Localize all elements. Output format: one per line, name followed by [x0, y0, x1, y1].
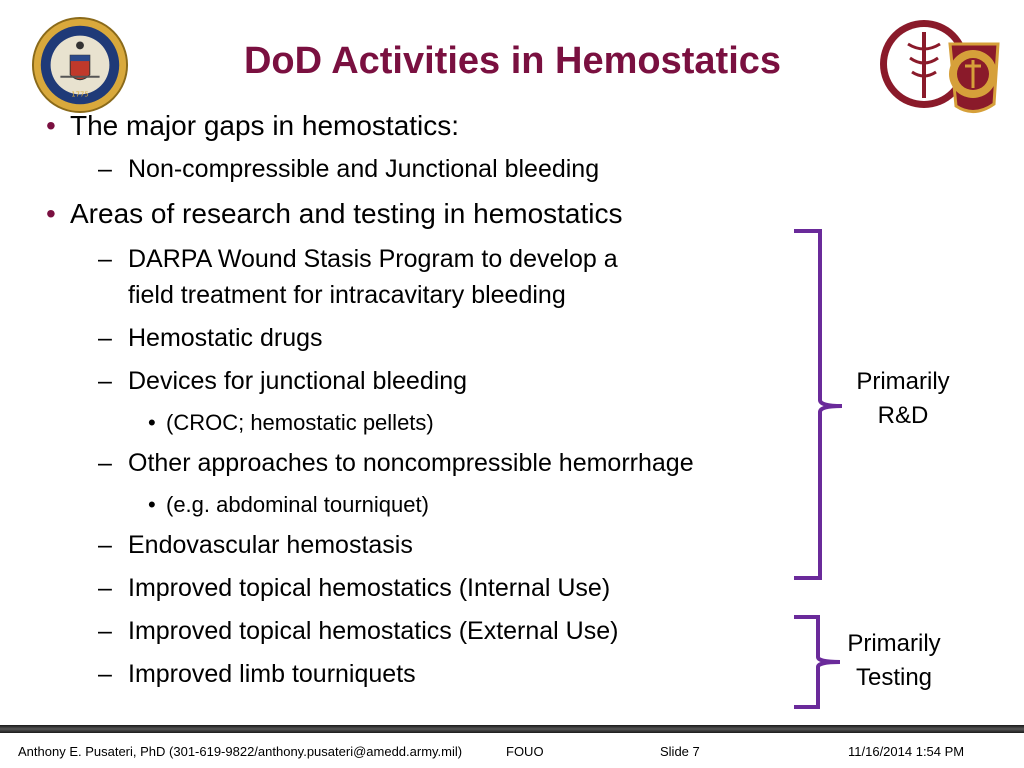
slide-title: DoD Activities in Hemostatics	[243, 40, 782, 82]
testing-bracket-label: Primarily Testing	[847, 630, 941, 691]
army-seal-logo	[30, 16, 130, 114]
bullet-marker: •	[46, 198, 56, 229]
rd-bracket-label: Primarily R&D	[856, 368, 950, 429]
dash-marker: –	[98, 617, 112, 645]
footer-divider	[0, 725, 1024, 733]
footer-slide-number: Slide 7	[660, 744, 700, 759]
footer-author: Anthony E. Pusateri, PhD (301-619-9822/anthony.pusateri@amedd.army.mil)	[18, 744, 463, 759]
bullet-marker: •	[148, 492, 156, 517]
dash-marker: –	[98, 531, 112, 559]
bullet-marker: •	[46, 110, 56, 141]
bullet-marker: •	[148, 410, 156, 435]
svg-text:1775: 1775	[71, 90, 89, 99]
dash-marker: –	[98, 245, 112, 273]
footer-classification: FOUO	[506, 744, 544, 759]
footer-datetime: 11/16/2014 1:54 PM	[848, 744, 965, 759]
dash-marker: –	[98, 449, 112, 477]
dash-marker: –	[98, 660, 112, 688]
dash-marker: –	[98, 367, 112, 395]
army-medical-command-emblem	[878, 14, 1002, 120]
dash-marker: –	[98, 324, 112, 352]
dash-marker: –	[98, 574, 112, 602]
dash-marker: –	[98, 155, 112, 183]
